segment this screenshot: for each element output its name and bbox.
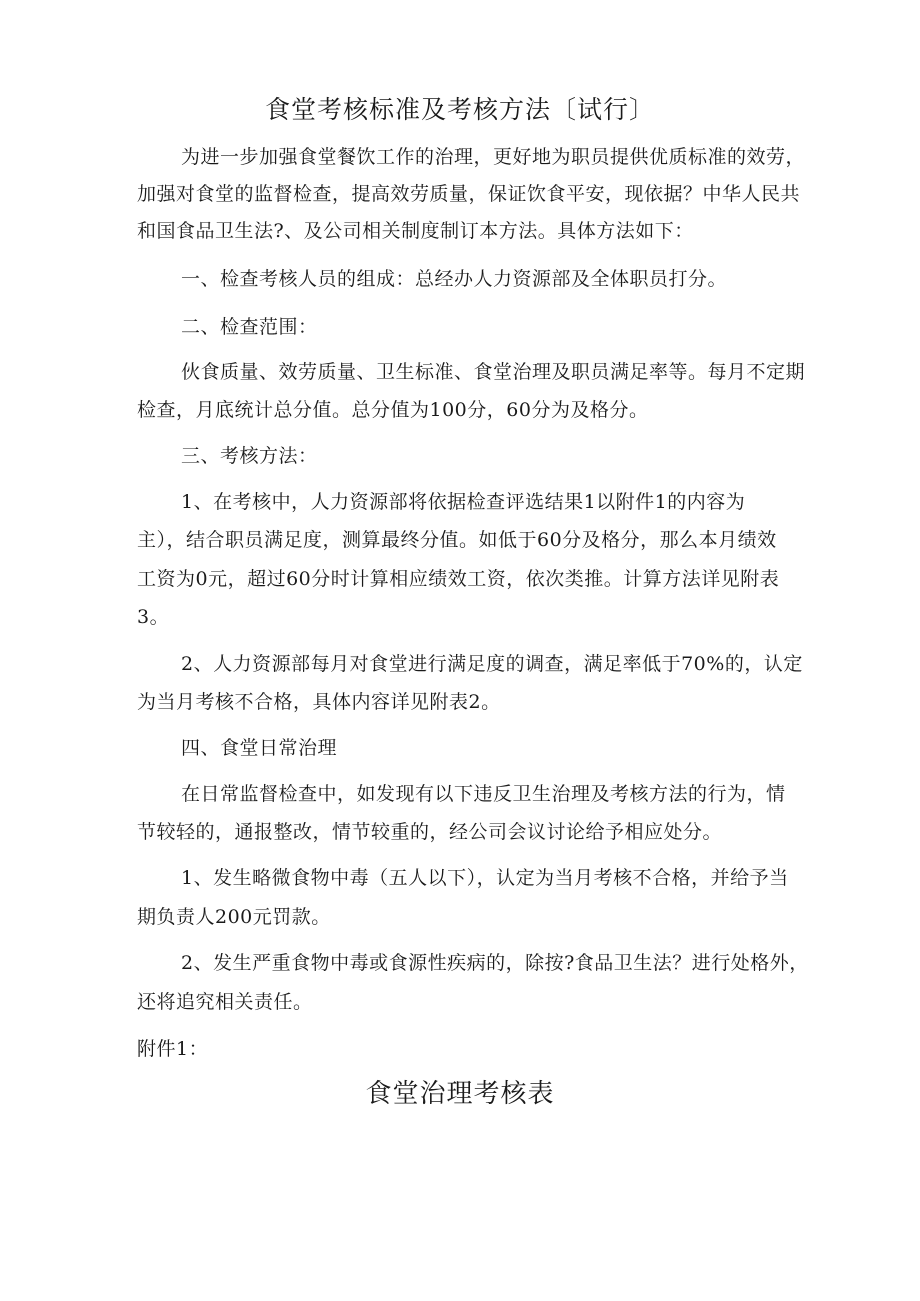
item-2-line-1: 2、发生严重食物中毒或食源性疾病的，除按?食品卫生法？进行处格外， (181, 952, 809, 974)
item-1-line-2: 期负责人200元罚款。 (137, 906, 331, 928)
section-1-paragraph: 一、检查考核人员的组成：总经办人力资源部及全体职员打分。 (181, 268, 728, 290)
attachment-label: 附件1： (137, 1038, 209, 1060)
intro-line-2: 加强对食堂的监督检查，提高效劳质量，保证饮食平安，现依据？中华人民共 (137, 183, 801, 205)
item-1-line-1: 1、发生略微食物中毒（五人以下），认定为当月考核不合格，并给予当 (181, 867, 789, 889)
intro-line-1: 为进一步加强食堂餐饮工作的治理，更好地为职员提供优质标准的效劳， (181, 146, 806, 168)
section-2-body-line-1: 伙食质量、效劳质量、卫生标准、食堂治理及职员满足率等。每月不定期 (181, 361, 806, 383)
method-1-line-1: 1、在考核中，人力资源部将依据检查评选结果1以附件1的内容为 (181, 491, 746, 513)
method-1-line-2: 主），结合职员满足度，测算最终分值。如低于60分及格分，那么本月绩效 (137, 529, 777, 551)
method-2-line-1: 2、人力资源部每月对食堂进行满足度的调查，满足率低于70%的，认定 (181, 653, 803, 675)
section-4-body-line-1: 在日常监督检查中，如发现有以下违反卫生治理及考核方法的行为，情 (181, 783, 786, 805)
section-2-body-line-2: 检查，月底统计总分值。总分值为100分，60分为及格分。 (137, 399, 649, 421)
method-1-line-3: 工资为0元，超过60分时计算相应绩效工资，依次类推。计算方法详见附表 (137, 568, 780, 590)
document-title: 食堂考核标准及考核方法〔试行〕 (264, 95, 655, 124)
item-2-line-2: 还将追究相关责任。 (137, 991, 313, 1013)
attachment-title: 食堂治理考核表 (365, 1079, 555, 1109)
section-4-heading: 四、食堂日常治理 (181, 737, 338, 759)
intro-line-3: 和国食品卫生法?、及公司相关制度制订本方法。具体方法如下： (137, 220, 694, 242)
section-3-heading: 三、考核方法： (181, 445, 318, 467)
section-4-body-line-2: 节较轻的，通报整改，情节较重的，经公司会议讨论给予相应处分。 (137, 821, 723, 843)
method-2-line-2: 为当月考核不合格，具体内容详见附表2。 (137, 691, 501, 713)
method-1-line-4: 3。 (137, 606, 170, 628)
section-2-heading: 二、检查范围： (181, 316, 318, 338)
